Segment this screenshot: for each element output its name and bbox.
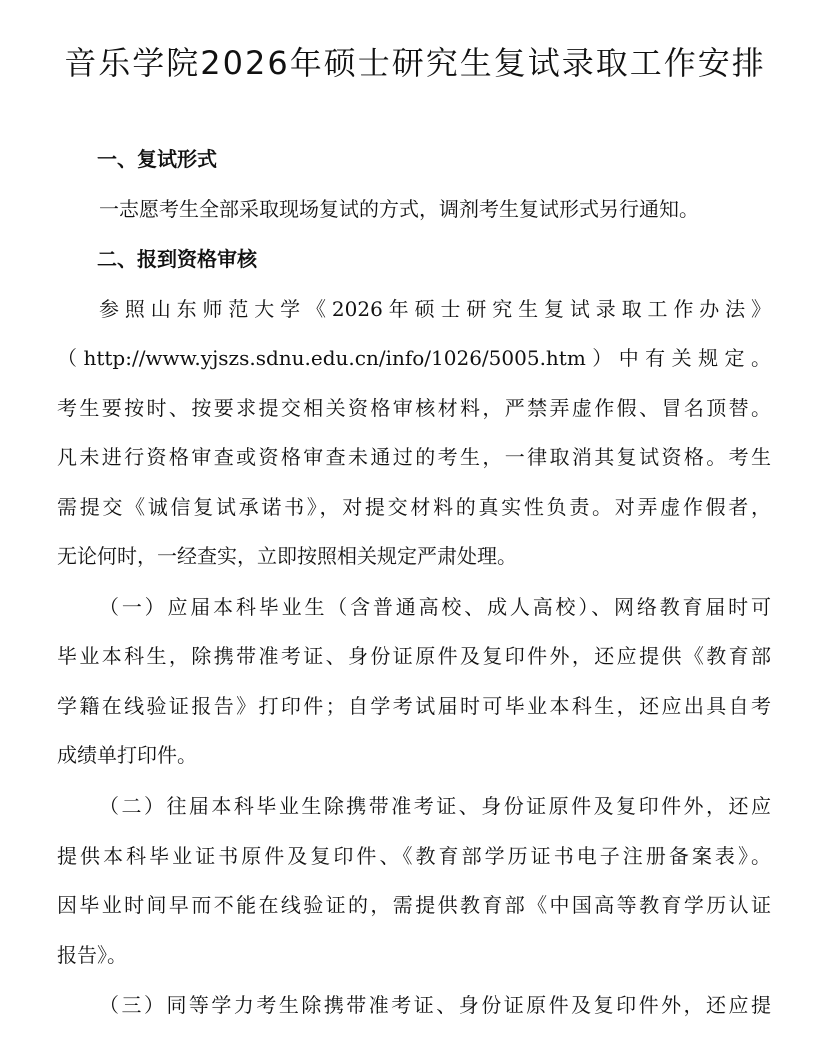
paragraph-line: （二）往届本科毕业生除携带准考证、身份证原件及复印件外，还应 [99, 794, 771, 818]
paragraph-line: 无论何时，一经查实，立即按照相关规定严肃处理。 [57, 544, 517, 568]
paragraph-line: 考生要按时、按要求提交相关资格审核材料，严禁弄虚作假、冒名顶替。 [57, 396, 771, 420]
paragraph-line: 需提交《诚信复试承诺书》，对提交材料的真实性负责。对弄虚作假者， [57, 495, 771, 519]
paragraph-line: 成绩单打印件。 [57, 743, 197, 767]
paragraph-line: 因毕业时间早而不能在线验证的，需提供教育部《中国高等教育学历认证 [57, 893, 771, 917]
paragraph-line: 一志愿考生全部采取现场复试的方式，调剂考生复试形式另行通知。 [99, 197, 699, 221]
paragraph-line: 凡未进行资格审查或资格审查未通过的考生，一律取消其复试资格。考生 [57, 445, 771, 469]
paragraph-line-url: （http://www.yjszs.sdnu.edu.cn/info/1026/5005.htm）中有关规定。 [57, 346, 771, 370]
document-title: 音乐学院2026年硕士研究生复试录取工作安排 [64, 44, 766, 82]
section-heading-registration: 二、报到资格审核 [97, 247, 257, 271]
paragraph-line: 学籍在线验证报告》打印件；自学考试届时可毕业本科生，还应出具自考 [57, 694, 771, 718]
paragraph-line: 报告》。 [57, 943, 127, 967]
section-heading-format: 一、复试形式 [97, 147, 217, 171]
paragraph-line: （三）同等学力考生除携带准考证、身份证原件及复印件外，还应提 [99, 993, 771, 1017]
paragraph-line: 提供本科毕业证书原件及复印件、《教育部学历证书电子注册备案表》。 [57, 844, 771, 868]
paragraph-line: 参照山东师范大学《2026年硕士研究生复试录取工作办法》 [99, 297, 771, 321]
paragraph-line: 毕业本科生，除携带准考证、身份证原件及复印件外，还应提供《教育部 [57, 644, 771, 668]
paragraph-line: （一）应届本科毕业生（含普通高校、成人高校）、网络教育届时可 [99, 595, 771, 619]
